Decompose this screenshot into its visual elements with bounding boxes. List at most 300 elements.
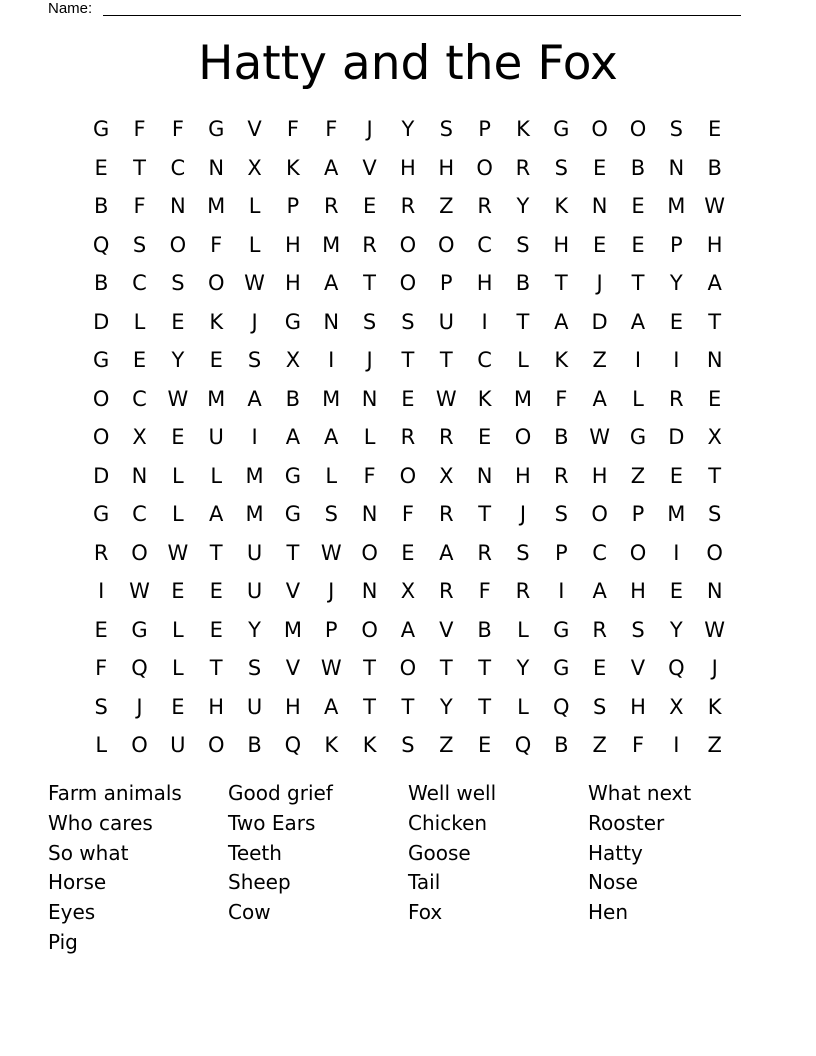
grid-letter[interactable]: I [98,579,105,603]
grid-letter[interactable]: E [132,348,147,372]
grid-letter[interactable]: X [707,425,722,449]
grid-letter[interactable]: G [553,117,570,141]
grid-letter[interactable]: N [323,309,340,334]
grid-letter[interactable]: Q [553,694,570,719]
grid-letter[interactable]: T [363,694,376,719]
grid-letter[interactable]: Z [439,733,454,757]
grid-letter[interactable]: O [438,232,455,257]
grid-letter[interactable]: Z [630,463,646,488]
grid-letter[interactable]: N [476,463,493,488]
grid-letter[interactable]: L [517,617,529,642]
grid-letter[interactable]: K [362,733,377,757]
grid-letter[interactable]: G [131,617,148,642]
grid-letter[interactable]: I [673,348,680,372]
grid-letter[interactable]: Y [439,694,453,719]
grid-row [82,418,734,457]
grid-letter[interactable]: S [592,694,607,719]
grid-letter[interactable]: T [439,348,453,372]
grid-letter[interactable]: O [361,540,378,565]
grid-letter[interactable]: L [172,502,184,526]
grid-letter[interactable]: N [706,348,723,372]
grid-letter[interactable]: E [593,155,607,180]
grid-letter[interactable]: A [554,309,569,334]
grid-letter[interactable]: D [93,463,110,488]
grid-letter[interactable]: Q [92,232,110,257]
grid-letter[interactable]: E [631,194,645,218]
grid-letter[interactable]: H [476,271,493,295]
grid-letter[interactable]: L [632,386,644,411]
grid-letter[interactable]: S [132,232,147,257]
grid-letter[interactable]: P [439,271,453,295]
grid-letter[interactable]: G [284,502,302,526]
grid-letter[interactable]: N [170,194,186,218]
grid-letter[interactable]: N [208,155,225,180]
grid-letter[interactable]: H [553,232,570,257]
grid-letter[interactable]: S [554,502,568,526]
grid-letter[interactable]: E [401,386,415,411]
grid-letter[interactable]: F [286,117,299,141]
grid-letter[interactable]: K [324,733,339,757]
grid-letter[interactable]: R [438,425,454,449]
grid-letter[interactable]: E [94,155,108,180]
grid-letter[interactable]: O [514,425,532,449]
grid-letter[interactable]: O [629,117,647,141]
grid-letter[interactable]: U [438,309,454,334]
grid-letter[interactable]: K [209,309,224,334]
grid-letter[interactable]: M [245,502,264,526]
grid-letter[interactable]: T [631,271,645,295]
grid-letter[interactable]: C [132,271,147,295]
grid-letter[interactable]: F [478,579,491,603]
grid-letter[interactable]: S [401,309,415,334]
grid-letter[interactable]: J [366,117,373,141]
grid-letter[interactable]: W [167,386,189,411]
grid-letter[interactable]: B [707,155,722,180]
grid-letter[interactable]: A [707,271,722,295]
grid-letter[interactable]: N [361,386,378,411]
grid-letter[interactable]: J [366,348,373,372]
grid-letter[interactable]: C [477,232,492,257]
grid-letter[interactable]: O [591,117,608,141]
grid-letter[interactable]: E [94,617,108,642]
grid-letter[interactable]: N [361,579,378,603]
grid-letter[interactable]: H [630,694,646,719]
grid-letter[interactable]: G [93,348,110,372]
grid-letter[interactable]: R [323,194,339,218]
grid-letter[interactable]: R [362,232,377,257]
grid-letter[interactable]: H [284,271,301,295]
grid-letter[interactable]: V [630,656,646,680]
grid-letter[interactable]: A [592,579,607,603]
grid-letter[interactable]: F [555,386,568,411]
grid-letter[interactable]: U [246,579,263,603]
grid-letter[interactable]: S [171,271,185,295]
grid-letter[interactable]: E [171,425,185,449]
grid-letter[interactable]: E [593,232,607,257]
grid-letter[interactable]: T [363,656,376,680]
page-title: Hatty and the Fox [198,36,618,91]
grid-letter[interactable]: O [399,656,417,680]
grid-letter[interactable]: L [172,656,184,680]
grid-letter[interactable]: F [95,656,108,680]
grid-letter[interactable]: I [673,540,680,565]
grid-letter[interactable]: W [167,540,189,565]
grid-letter[interactable]: M [322,386,341,411]
grid-letter[interactable]: T [363,271,376,295]
grid-letter[interactable]: R [477,194,492,218]
grid-letter[interactable]: O [399,463,417,488]
grid-letter[interactable]: M [207,386,226,411]
grid-letter[interactable]: I [251,425,258,449]
grid-letter[interactable]: S [362,309,377,334]
grid-letter[interactable]: H [284,694,301,719]
grid-letter[interactable]: U [246,694,263,719]
grid-letter[interactable]: N [706,579,723,603]
grid-letter[interactable]: E [477,733,492,757]
grid-letter[interactable]: Z [707,733,722,757]
grid-letter[interactable]: B [247,733,262,757]
grid-letter[interactable]: M [667,502,686,526]
grid-letter[interactable]: H [400,155,416,180]
grid-letter[interactable]: K [707,694,722,719]
grid-letter[interactable]: B [554,425,569,449]
grid-letter[interactable]: Q [284,733,302,757]
grid-letter[interactable]: B [515,271,531,295]
grid-letter[interactable]: H [515,463,531,488]
grid-letter[interactable]: Y [669,617,683,642]
grid-letter[interactable]: R [400,425,416,449]
grid-letter[interactable]: G [208,117,225,141]
grid-letter[interactable]: K [554,348,569,372]
grid-letter[interactable]: J [136,694,143,719]
grid-letter[interactable]: K [554,194,569,218]
grid-letter[interactable]: F [401,502,414,526]
grid-letter[interactable]: P [669,232,683,257]
grid-letter[interactable]: H [208,694,225,719]
grid-letter[interactable]: Y [669,271,683,295]
grid-letter[interactable]: T [401,348,415,372]
grid-letter[interactable]: V [285,579,301,603]
grid-letter[interactable]: X [439,463,454,488]
grid-letter[interactable]: V [439,617,454,642]
grid-letter[interactable]: F [631,733,645,757]
grid-letter[interactable]: R [515,155,531,180]
grid-letter[interactable]: D [591,309,608,334]
grid-letter[interactable]: M [207,194,226,218]
grid-letter[interactable]: E [708,117,722,141]
grid-letter[interactable]: E [209,579,223,603]
grid-letter[interactable]: L [363,425,376,449]
grid-letter[interactable]: J [711,656,718,680]
name-field [48,0,92,18]
grid-letter[interactable]: E [593,656,607,680]
grid-letter[interactable]: T [708,463,722,488]
grid-letter[interactable]: E [669,309,683,334]
grid-letter[interactable]: O [399,271,417,295]
grid-letter[interactable]: M [283,617,302,642]
grid-letter[interactable]: W [704,194,726,218]
grid-letter[interactable]: O [131,733,148,757]
grid-letter[interactable]: O [207,271,225,295]
grid-letter[interactable]: O [591,502,608,526]
grid-letter[interactable]: F [210,232,223,257]
grid-letter[interactable]: X [132,425,147,449]
grid-letter[interactable]: E [401,540,415,565]
grid-letter[interactable]: S [669,117,683,141]
grid-letter[interactable]: S [324,502,338,526]
grid-letter[interactable]: W [129,579,150,603]
grid-letter[interactable]: V [247,117,262,141]
grid-letter[interactable]: I [634,348,642,372]
grid-letter[interactable]: O [476,155,493,180]
grid-letter[interactable]: I [558,579,565,603]
grid-letter[interactable]: S [516,540,530,565]
grid-letter[interactable]: T [401,694,415,719]
grid-letter[interactable]: R [515,579,531,603]
grid-letter[interactable]: E [209,348,223,372]
word-list-item: Eyes [48,900,96,925]
grid-letter[interactable]: H [438,155,455,180]
grid-letter[interactable]: F [171,117,184,141]
grid-letter[interactable]: A [439,540,454,565]
grid-letter[interactable]: A [209,502,224,526]
grid-letter[interactable]: A [324,694,339,719]
grid-letter[interactable]: T [478,694,492,719]
grid-letter[interactable]: N [668,155,685,180]
grid-letter[interactable]: T [133,155,146,180]
grid-letter[interactable]: N [591,194,608,218]
grid-letter[interactable]: A [630,309,646,334]
grid-letter[interactable]: X [669,694,684,719]
grid-letter[interactable]: E [477,425,492,449]
grid-letter[interactable]: F [363,463,376,488]
grid-letter[interactable]: Q [514,733,532,757]
grid-letter[interactable]: A [285,425,301,449]
grid-letter[interactable]: V [285,656,301,680]
grid-letter[interactable]: F [133,194,146,218]
grid-letter[interactable]: E [708,386,722,411]
grid-letter[interactable]: R [438,579,454,603]
grid-letter[interactable]: W [435,386,457,411]
grid-letter[interactable]: Q [668,656,685,680]
grid-letter[interactable]: X [400,579,416,603]
grid-letter[interactable]: G [284,463,302,488]
grid-letter[interactable]: W [244,271,265,295]
grid-letter[interactable]: T [478,656,492,680]
grid-letter[interactable]: X [285,348,301,372]
grid-letter[interactable]: J [328,579,335,603]
grid-letter[interactable]: K [516,117,530,141]
grid-letter[interactable]: R [93,540,109,565]
grid-letter[interactable]: R [592,617,607,642]
grid-letter[interactable]: T [478,502,492,526]
grid-letter[interactable]: L [325,463,338,488]
grid-letter[interactable]: B [93,271,109,295]
grid-letter[interactable]: Y [516,656,530,680]
word-list [48,779,768,958]
grid-letter[interactable]: U [246,540,263,565]
grid-letter[interactable]: H [706,232,723,257]
grid-letter[interactable]: M [513,386,533,411]
grid-letter[interactable]: C [477,348,492,372]
grid-letter[interactable]: W [589,425,611,449]
grid-letter[interactable]: C [132,502,147,526]
grid-letter[interactable]: S [94,694,108,719]
grid-letter[interactable]: C [132,386,147,411]
grid-letter[interactable]: X [247,155,262,180]
grid-letter[interactable]: N [361,502,378,526]
grid-letter[interactable]: O [131,540,148,565]
grid-letter[interactable]: J [596,271,603,295]
grid-letter[interactable]: T [209,656,223,680]
grid-letter[interactable]: G [93,502,110,526]
grid-letter[interactable]: M [667,194,686,218]
grid-letter[interactable]: S [631,617,645,642]
grid-letter[interactable]: U [208,425,224,449]
grid-letter[interactable]: A [247,386,262,411]
grid-letter[interactable]: O [399,232,417,257]
grid-letter[interactable]: O [92,386,110,411]
grid-letter[interactable]: L [133,309,146,334]
grid-letter[interactable]: K [286,155,300,180]
grid-letter[interactable]: R [400,194,416,218]
grid-letter[interactable]: R [477,540,492,565]
grid-letter[interactable]: T [554,271,568,295]
grid-letter[interactable]: G [93,117,110,141]
grid-letter[interactable]: B [554,733,569,757]
grid-letter[interactable]: O [629,540,647,565]
grid-letter[interactable]: G [553,617,570,642]
grid-letter[interactable]: T [209,540,223,565]
grid-letter[interactable]: N [131,463,148,488]
grid-letter[interactable]: T [516,309,530,334]
grid-letter[interactable]: L [95,733,108,757]
word-list-item: Fox [408,900,443,925]
grid-letter[interactable]: S [401,733,415,757]
grid-letter[interactable]: O [169,232,187,257]
grid-letter[interactable]: O [361,617,378,642]
grid-letter[interactable]: A [324,425,339,449]
grid-letter[interactable]: J [251,309,258,334]
grid-letter[interactable]: L [172,617,184,642]
grid-letter[interactable]: S [516,232,530,257]
grid-letter[interactable]: L [517,694,529,719]
grid-letter[interactable]: H [630,579,646,603]
grid-letter[interactable]: S [247,656,262,680]
grid-letter[interactable]: R [554,463,569,488]
grid-letter[interactable]: L [248,194,261,218]
grid-letter[interactable]: P [286,194,300,218]
grid-letter[interactable]: A [324,271,339,295]
grid-letter[interactable]: Y [248,617,261,642]
grid-letter[interactable]: K [477,386,492,411]
grid-letter[interactable]: A [400,617,416,642]
grid-letter[interactable]: S [247,348,262,372]
grid-letter[interactable]: L [517,348,529,372]
grid-row [82,110,734,149]
grid-letter[interactable]: W [704,617,726,642]
grid-letter[interactable]: V [362,155,377,180]
grid-letter[interactable]: E [171,309,185,334]
grid-letter[interactable]: P [631,502,645,526]
grid-letter[interactable]: E [669,579,683,603]
grid-letter[interactable]: T [286,540,300,565]
grid-letter[interactable]: W [320,540,342,565]
grid-letter[interactable]: E [631,232,645,257]
grid-letter[interactable]: G [629,425,647,449]
grid-letter[interactable]: S [708,502,722,526]
grid-letter[interactable]: E [209,617,223,642]
grid-letter[interactable]: P [478,117,491,141]
grid-letter[interactable]: G [553,656,570,680]
grid-letter[interactable]: I [673,733,680,757]
grid-letter[interactable]: F [133,117,146,141]
grid-letter[interactable]: P [324,617,338,642]
grid-letter[interactable]: B [93,194,109,218]
grid-letter[interactable]: D [93,309,110,334]
word-list-item: Farm animals [48,781,182,805]
grid-letter[interactable]: O [92,425,110,449]
grid-letter[interactable]: L [172,463,184,488]
grid-letter[interactable]: F [325,117,338,141]
grid-letter[interactable]: Q [131,656,148,680]
grid-letter[interactable]: I [481,309,488,334]
grid-letter[interactable]: O [207,733,225,757]
grid-letter[interactable]: E [171,694,185,719]
grid-letter[interactable]: Z [592,733,607,757]
grid-letter[interactable]: Z [592,348,607,372]
grid-letter[interactable]: H [284,232,301,257]
word-list-item: Tail [408,870,441,895]
grid-letter[interactable]: R [438,502,454,526]
grid-letter[interactable]: S [439,117,453,141]
grid-letter[interactable]: B [285,386,301,411]
grid-letter[interactable]: E [669,463,683,488]
grid-letter[interactable]: J [519,502,527,526]
grid-letter[interactable]: Y [171,348,185,372]
word-list-item: Who cares [48,810,153,835]
grid-letter[interactable]: H [591,463,608,488]
grid-letter[interactable]: Y [516,194,530,218]
grid-letter[interactable]: A [324,155,339,180]
grid-letter[interactable]: Y [401,117,415,141]
grid-letter[interactable]: T [708,309,722,334]
grid-letter[interactable]: Z [439,194,454,218]
grid-letter[interactable]: C [170,155,186,180]
grid-letter[interactable]: S [554,155,568,180]
grid-letter[interactable]: T [439,656,453,680]
grid-letter[interactable]: L [248,232,261,257]
grid-letter[interactable]: M [322,232,341,257]
grid-letter[interactable]: W [320,656,342,680]
grid-letter[interactable]: D [668,425,685,449]
grid-letter[interactable]: U [170,733,186,757]
grid-letter[interactable]: R [669,386,684,411]
grid-letter[interactable]: G [284,309,302,334]
grid-letter[interactable]: L [210,463,223,488]
grid-letter[interactable]: B [630,155,646,180]
word-list-item: Well well [408,781,497,805]
grid-letter[interactable]: I [328,348,335,372]
grid-letter[interactable]: P [554,540,568,565]
grid-letter[interactable]: A [592,386,607,411]
grid-letter[interactable]: M [245,463,264,488]
grid-letter[interactable]: E [171,579,185,603]
grid-letter[interactable]: O [706,540,723,565]
grid-letter[interactable]: B [477,617,492,642]
grid-letter[interactable]: C [592,540,607,565]
grid-letter[interactable]: E [362,194,377,218]
